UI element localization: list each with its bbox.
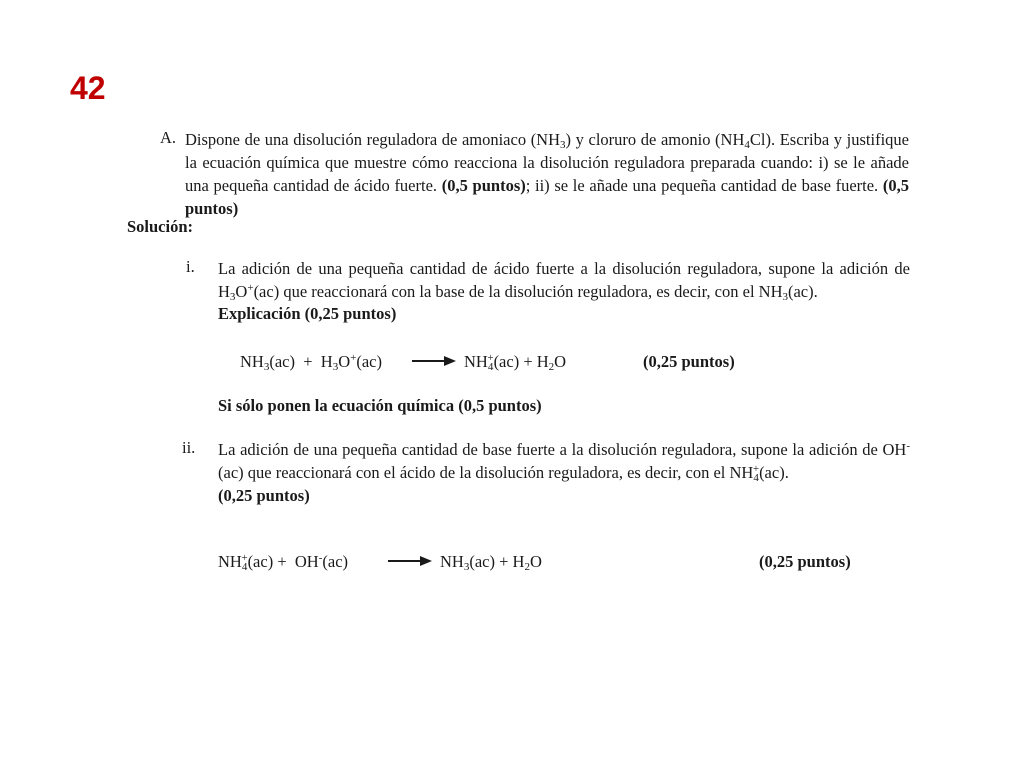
slide-number: 42 bbox=[70, 70, 106, 106]
item-i-explanation: Explicación (0,25 puntos) bbox=[218, 304, 397, 323]
equation-ii-reactants: $NH_4^+(ac) + OH^-(ac)$ bbox=[218, 552, 349, 573]
item-ii-text: La adición de una pequeña cantidad de base fuerte a la disolución reguladora, supone la adición de OH-(ac) que reaccionará con el ácido de la disolución reguladora, es decir, con el $NH_4^+(ac)$. bbox=[218, 440, 910, 484]
reaction-arrow-icon bbox=[388, 556, 432, 566]
equation-i bbox=[240, 352, 760, 374]
item-i-note: Si sólo ponen la ecuación química (0,5 puntos) bbox=[218, 396, 542, 415]
item-ii-marker: ii. bbox=[182, 438, 196, 457]
item-i-marker: i. bbox=[186, 257, 195, 276]
question-marker: A. bbox=[160, 128, 177, 147]
equation-ii-products: $NH_3(ac) + H_2O$ bbox=[440, 552, 542, 573]
question-text: Dispone de una disolución reguladora de amoniaco $(NH_3)$ y cloruro de amonio $(NH_4Cl)$. Escriba y justifique la ecuación química que muestre cómo reacciona la disolución reguladora preparada cuando: i) se le añade una pequeña cantidad de ácido fuerte. (0,5 puntos); ii) se le añade una pequeña cantidad de base fuerte. (0,5 puntos) bbox=[185, 130, 909, 218]
equation-i-products: $NH_4^+(ac) + H_2O$ bbox=[464, 352, 567, 373]
item-ii-points: (0,25 puntos) bbox=[218, 486, 310, 505]
reaction-arrow-icon bbox=[412, 356, 456, 366]
equation-i-reactants: $NH_3(ac) + H_3O^+(ac)$ bbox=[240, 352, 382, 373]
equation-i-points: (0,25 puntos) bbox=[643, 352, 735, 371]
equation-ii-points: (0,25 puntos) bbox=[759, 552, 851, 571]
solution-label: Solución: bbox=[127, 217, 194, 236]
equation-ii bbox=[218, 552, 868, 574]
item-i-text: La adición de una pequeña cantidad de ácido fuerte a la disolución reguladora, supone la adición de $H_3O^+(ac)$ que reaccionará con la base de la disolución reguladora, es decir, con el $NH_3(ac)$. bbox=[218, 259, 910, 303]
